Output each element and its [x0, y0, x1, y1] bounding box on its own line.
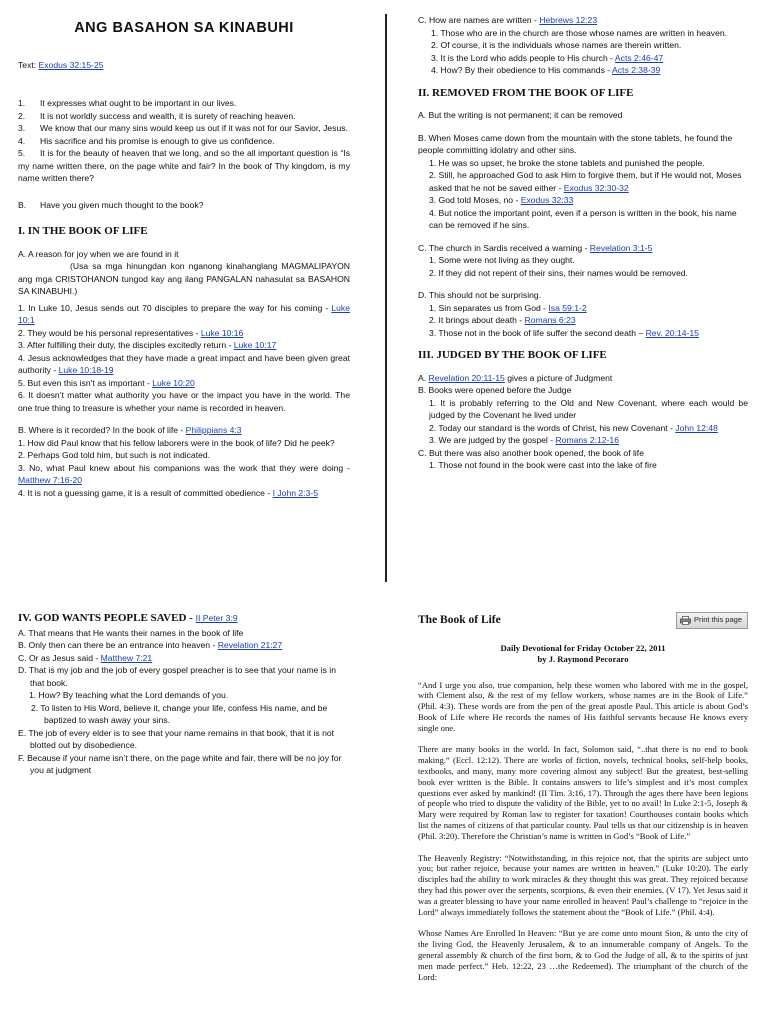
intro-list: [18, 97, 350, 185]
list-item: [418, 157, 748, 170]
list-text: C. Or as Jesus said -: [18, 652, 101, 663]
sermon-column-right: [418, 14, 748, 472]
scripture-link[interactable]: Exodus 32:33: [520, 195, 574, 205]
list-item: [418, 302, 748, 315]
s2-point-c: C. The church in Sardis received a warning - Revelation 3:1-5: [418, 242, 653, 253]
list-item: [18, 462, 350, 487]
list-text: 4. But notice the important point, even if a person is written in the book, his name can be removed if he sins.: [429, 207, 737, 230]
scripture-link[interactable]: Acts 2:38-39: [612, 65, 661, 75]
list-text: 2. They would be his personal representatives -: [18, 327, 201, 338]
section-heading-4: IV. GOD WANTS PEOPLE SAVED - II Peter 3:9: [18, 612, 238, 624]
list-number: 4.: [18, 135, 26, 146]
scripture-link[interactable]: Exodus 32:30-32: [563, 182, 629, 193]
list-item: [18, 352, 350, 377]
list-item: [418, 194, 748, 207]
list-text: 2. Today our standard is the words of Christ, his new Covenant -: [429, 422, 676, 433]
list-item: [418, 422, 748, 435]
s3-point-c: C. But there was also another book opened, the book of life: [418, 447, 644, 458]
list-number: 3.: [18, 123, 26, 133]
s3-point-b-list: [418, 397, 748, 447]
list-text: 3. We are judged by the gospel -: [429, 435, 556, 445]
section-heading-2: II. REMOVED FROM THE BOOK OF LIFE: [418, 86, 634, 99]
scripture-link[interactable]: Isa 59:1-2: [548, 302, 587, 313]
list-text: 3. God told Moses, no -: [429, 195, 521, 205]
list-text: 2. Perhaps God told him, but such is not indicated.: [18, 450, 211, 460]
list-text: 1. Sin separates us from God -: [429, 302, 549, 313]
point-a-title: A. A reason for joy when we are found in it: [18, 248, 179, 259]
list-item: [18, 487, 350, 500]
section-heading-1: I. IN THE BOOK OF LIFE: [18, 225, 148, 237]
list-item: [418, 327, 748, 340]
list-item: [18, 147, 350, 185]
list-item: [418, 27, 748, 40]
list-item: [18, 389, 350, 414]
paragraph: Whose Names Are Enrolled In Heaven: “But ye are come unto mount Sion, & unto the city of the living God, the Heavenly Jerusalem, & to an innumerable company of Angels. To the general assembly & church of the first born, & to God the Judge of all, & to the spirits of just men made perfect.” Heb. 12:22, 23 …the Redeemed). The triumphant of the church of the Lord:: [418, 928, 748, 982]
point-a-list: [18, 302, 350, 415]
scripture-link[interactable]: Romans 6:23: [524, 315, 576, 325]
section-heading-3: III. JUDGED BY THE BOOK OF LIFE: [418, 349, 607, 361]
print-button-label: Print this page: [694, 615, 742, 624]
scripture-link[interactable]: John 12:48: [675, 422, 718, 433]
point-b-title: B. Where is it recorded? In the book of life - Philippians 4:3: [18, 425, 242, 435]
list-item: [418, 64, 748, 77]
list-text: 3. No, what Paul knew about his companions was the work that they were doing -: [18, 462, 350, 473]
list-text: 1. Some were not living as they ought.: [429, 255, 575, 265]
list-item: [18, 437, 350, 450]
list-text: F. Because if your name isn’t there, on the page white and fair, there will be no joy for you at judgment: [18, 752, 342, 775]
list-text: His sacrifice and his promise is enough to give us confidence.: [40, 135, 275, 146]
scripture-link[interactable]: Rev. 20:14-15: [645, 327, 699, 338]
list-text: 3. It is the Lord who adds people to His church -: [431, 52, 615, 63]
list-text: 3. After fulfilling their duty, the disciples excitedly return -: [18, 340, 234, 350]
list-item: [18, 110, 350, 123]
scripture-link[interactable]: Romans 2:12-16: [555, 435, 619, 445]
list-text: It expresses what ought to be important in our lives.: [40, 98, 237, 108]
list-item: [418, 459, 748, 472]
list-number: 2.: [18, 110, 26, 121]
printer-icon: [680, 616, 691, 625]
scripture-link[interactable]: Philippians 4:3: [185, 425, 242, 435]
point-a-tagalog: (Usa sa mga hinungdan kon nganong kinahanglang MAGMALIPAYON ang mga CRISTOHANON tungod kay ang ilang PANGALAN nahasulat sa BASAHON SA KINABUHI.): [18, 261, 350, 296]
s2-point-b-list: [418, 157, 748, 232]
scripture-link[interactable]: Luke 10:20: [152, 377, 195, 388]
sermon-column-left: [18, 14, 350, 499]
list-text: 1. How? By teaching what the Lord demands of you.: [29, 690, 229, 700]
list-item: [418, 267, 748, 280]
list-text: 1. How did Paul know that his fellow laborers were in the book of life? Did he peek?: [18, 437, 335, 448]
s2-point-c-list: [418, 254, 748, 279]
list-text: 1. In Luke 10, Jesus sends out 70 disciples to prepare the way for his coming -: [18, 302, 332, 313]
list-text: We know that our many sins would keep us out if it was not for our Savior, Jesus.: [40, 123, 348, 133]
scripture-link[interactable]: Luke 10:16: [200, 327, 244, 338]
scripture-link[interactable]: I John 2:3-5: [272, 487, 318, 498]
list-item: [18, 339, 350, 352]
list-item: [18, 122, 350, 135]
list-item: [18, 449, 350, 462]
list-text: It is for the beauty of heaven that we long, and so the all important question is “Is my name written there, on the page white and fair? In the book of Thy kingdom, is my name written there?: [18, 148, 350, 183]
paragraph: There are many books in the world. In fact, Solomon said, “..that there is no end to book making.” (Eccl. 12:12). There are works of fiction, novels, technical books, self-help books, textbooks, and many, many more covering almost any subject! But the greatest, best-selling book ever written is the Bible. It contains answers to life’s simplest and it’s most complex questions ever asked by mankind! (II Tim. 3:16, 17). Through the ages there have been legions of people who tried to dispute the validity of the Bible, yet to no avail! In Luke 2:1-5, Joseph & Mary were required by Roman law to register for taxation! Courthouses contain books which list the names of citizens of that particular county. Paul tells us that our citizenship is in heaven (Phil. 3:20). Therefore the Christian’s name is written in God’s “Book of Life.”: [418, 744, 748, 841]
list-text: B. Only then can there be an entrance into heaven -: [18, 640, 218, 650]
list-text: 1. He was so upset, he broke the stone tablets and punished the people.: [429, 157, 705, 168]
list-item: [18, 664, 350, 689]
list-text: 2. To listen to His Word, believe it, change your life, confess His name, and be baptized to wash away your sins.: [31, 702, 328, 725]
list-item: [18, 702, 350, 727]
list-item: [418, 254, 748, 267]
list-item: [18, 377, 350, 390]
devotional-title: The Book of Life: [418, 614, 501, 626]
list-text: E. The job of every elder is to see that your name remains in that book, that it is not blotted out by disobedience.: [18, 727, 335, 750]
list-text: 2. If they did not repent of their sins, their names would be removed.: [429, 267, 688, 278]
list-text: D. That is my job and the job of every gospel preacher is to see that your name is in that book.: [18, 665, 336, 688]
list-text: It is not worldly success and wealth, it is surety of reaching heaven.: [40, 110, 296, 121]
list-item: [18, 727, 350, 752]
s3-point-a: A. Revelation 20:11-15 gives a picture of Judgment: [418, 372, 613, 383]
devotional-date: Daily Devotional for Friday October 22, 2011: [500, 642, 666, 653]
list-item: [418, 39, 748, 52]
list-item: [418, 397, 748, 422]
text-line: Text: Exodus 32:15-25: [18, 59, 104, 70]
s3-point-c-list: [418, 459, 748, 472]
list-text: 2. It brings about death -: [429, 315, 525, 325]
list-number: 5.: [18, 148, 26, 158]
list-text: 1. It is probably referring to the Old and New Covenant, where each would be judged by the Covenant he lived under: [429, 397, 748, 420]
point-c-list: [418, 27, 748, 77]
intro-question: B. Have you given much thought to the book?: [18, 199, 204, 210]
scripture-link[interactable]: Luke 10:17: [233, 340, 277, 350]
section-4-list: [18, 627, 350, 777]
print-button[interactable]: [676, 612, 748, 629]
s2-point-b: B. When Moses came down from the mountain with the stone tablets, he found the people committing idolatry and other sins.: [418, 132, 733, 155]
list-item: [18, 302, 350, 327]
column-divider: [385, 14, 387, 582]
scripture-link[interactable]: Matthew 7:16-20: [18, 475, 83, 485]
list-item: [418, 434, 748, 447]
scripture-link[interactable]: Revelation 21:27: [217, 640, 283, 650]
list-text: 2. Of course, it is the individuals whose names are therein written.: [431, 40, 682, 50]
list-text: 3. Those not in the book of life suffer the second death –: [429, 327, 646, 338]
list-item: [418, 52, 748, 65]
list-text: 4. How? By their obedience to His commands -: [431, 65, 613, 75]
list-text: 6. It doesn’t matter what authority you have or the impact you have in the world. The one true thing to treasure is whether your name is recorded in heaven.: [18, 390, 350, 413]
list-text: A. That means that He wants their names in the book of life: [18, 627, 244, 638]
paragraph: The Heavenly Registry: “Notwithstanding, in this rejoice not, that the spirits are subject unto you; but rather rejoice, because your names are written in heaven.” (Luke 10:20). The early disciples had the ability to work miracles & they thought this was great. They rejoiced because they had this power over the serpents, scorpions, & even their enemies. (V 17). Yet Jesus said it was a greater blessing to have your name enrolled in heaven! Paul’s challenge to “rejoice in the Lord” always immediately follows the statement about the “Book of Life.” (Phil. 4:4).: [418, 852, 748, 917]
list-item: [418, 169, 748, 194]
paragraph: “And I urge you also, true companion, help these women who labored with me in the gospel, with Clement also, & the rest of my fellow workers, whose names are in the Book of Life.” (Phil. 4:3). These words are from the pen of the great apostle Paul. This article is about God’s Book of Life where He records the names of His faithful servants because He knows every single one.: [418, 679, 748, 733]
scripture-link[interactable]: Hebrews 12:23: [539, 15, 598, 25]
list-text: 2. Still, he approached God to ask Him to forgive them, but if He would not, Moses asked that he not be saved either -: [429, 170, 742, 193]
list-text: 1. Those who are in the church are those whose names are written in heaven.: [431, 27, 728, 38]
list-item: [18, 627, 350, 640]
scripture-link[interactable]: Revelation 20:11-15: [428, 372, 505, 383]
devotional-article: [418, 612, 748, 982]
devotional-author: by J. Raymond Pecoraro: [537, 654, 629, 664]
list-text: 4. It is not a guessing game, it is a result of committed obedience -: [18, 487, 273, 498]
point-b-list: [18, 437, 350, 500]
list-item: [418, 207, 748, 232]
s2-point-a: A. But the writing is not permanent; it can be removed: [418, 110, 623, 120]
list-text: 5. But even this isn’t as important -: [18, 377, 153, 388]
list-number: 1.: [18, 98, 26, 108]
list-item: [18, 689, 350, 702]
list-item: [418, 314, 748, 327]
list-item: [18, 97, 350, 110]
list-text: 4. Jesus acknowledges that they have made a great impact and have been given great authority -: [18, 352, 350, 375]
scripture-link[interactable]: Acts 2:46-47: [614, 52, 664, 63]
scripture-link[interactable]: Matthew 7:21: [100, 652, 153, 663]
scripture-link[interactable]: Exodus 32:15-25: [38, 59, 104, 70]
s2-point-d: D. This should not be surprising.: [418, 290, 542, 300]
scripture-link[interactable]: Luke 10:1: [18, 302, 350, 325]
list-item: [18, 752, 350, 777]
list-item: [18, 327, 350, 340]
devotional-header: [418, 612, 748, 629]
sermon-title: ANG BASAHON SA KINABUHI: [74, 20, 294, 36]
sermon-column-bottom: [18, 612, 350, 777]
point-c-title: C. How are names are written - Hebrews 12:23: [418, 15, 598, 25]
scripture-link[interactable]: Luke 10:18-19: [58, 365, 114, 375]
list-text: 1. Those not found in the book were cast into the lake of fire: [429, 460, 657, 470]
list-item: [18, 639, 350, 652]
s2-point-d-list: [418, 302, 748, 340]
list-item: [18, 652, 350, 665]
devotional-body: [418, 680, 748, 983]
scripture-link[interactable]: Revelation 3:1-5: [589, 242, 653, 253]
list-item: [18, 135, 350, 148]
s3-point-b: B. Books were opened before the Judge: [418, 385, 572, 395]
scripture-link[interactable]: II Peter 3:9: [195, 613, 238, 623]
